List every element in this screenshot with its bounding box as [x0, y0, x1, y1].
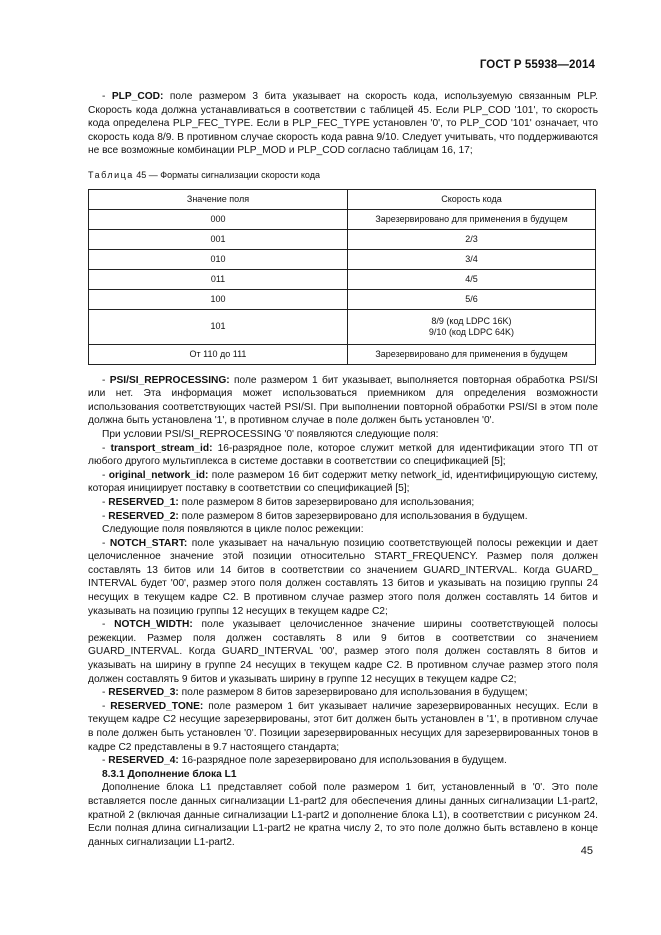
field-description: поле размером 16 бит содержит метку network_id, идентифицирующую систему, которая инициирует поставку в соответствии со спецификацией [5]; [88, 469, 598, 495]
table-caption [88, 169, 598, 183]
field-description: поле размером 1 бит указывает, выполняется повторная обработка PSI/SI или нет. Эта информация может использоваться приемником для определения возможности использования соответствующих частей PSI/SI. При выполнении повторной обработки PSI/SI в этом поле должна быть установлена '1', в противном случае в поле должен быть установлен '0'. [88, 374, 598, 427]
field-term: RESERVED_3: [108, 687, 179, 699]
cell-field-value: 001 [89, 229, 348, 249]
dash: - [102, 91, 112, 102]
field-term: NOTCH_START: [109, 537, 188, 549]
table-row [89, 309, 596, 344]
paragraph-psi-si-reprocessing [88, 374, 598, 428]
dash: - [102, 496, 109, 508]
field-term: PLP_COD: [111, 91, 164, 102]
cell-field-value: 101 [89, 309, 348, 344]
table-row [89, 229, 596, 249]
cell-field-value: 010 [89, 249, 348, 269]
page-content [88, 90, 598, 849]
field-term: PSI/SI_REPROCESSING: [109, 374, 230, 386]
cell-code-rate: 3/4 [348, 249, 596, 269]
field-description: поле размером 8 битов зарезервировано для использования в будущем; [178, 687, 528, 699]
paragraph-condition: При условии PSI/SI_REPROCESSING '0' появляются следующие поля: [102, 428, 439, 440]
cell-code-rate [348, 309, 596, 344]
dash: - [102, 510, 109, 522]
cell-code-rate: 2/3 [348, 229, 596, 249]
paragraph-reserved-tone [88, 700, 598, 754]
table-row [89, 269, 596, 289]
column-header-field-value: Значение поля [89, 189, 348, 209]
cell-code-rate: 5/6 [348, 289, 596, 309]
cell-code-rate: Зарезервировано для применения в будущем [348, 344, 596, 364]
paragraph-transport-stream-id [88, 442, 598, 469]
field-term: transport_stream_id: [110, 442, 213, 454]
dash: - [102, 619, 115, 631]
paragraph-notch-loop: Следующие поля появляются в цикле полос режекции: [102, 524, 364, 536]
document-id-header: ГОСТ Р 55938—2014 [479, 59, 595, 71]
dash: - [102, 700, 111, 712]
paragraph-original-network-id [88, 469, 598, 496]
dash: - [102, 537, 110, 549]
paragraph-notch-width [88, 618, 598, 686]
field-description: поле размером 1 бит указывает наличие зарезервированных несущих. Если в текущем кадре С2 несущие зарезервированы, этот бит должен быть установлен в '1', в противном случае в поле должен быть установлен '0'. Позиции зарезервированных несущих для зарезервированных тонов в кадре С2 представлены в 9.7 настоящего стандарта; [88, 700, 598, 753]
table-header-row [89, 189, 596, 209]
table-row [89, 344, 596, 364]
dash: - [102, 469, 109, 481]
field-term: RESERVED_TONE: [110, 700, 204, 712]
code-rate-table [88, 189, 596, 365]
cell-field-value: От 110 до 111 [89, 344, 348, 364]
code-rate-line-2: 9/10 (код LDPC 64K) [428, 326, 515, 337]
table-caption-label: Таблица [88, 169, 134, 180]
dash: - [102, 687, 109, 699]
field-term: RESERVED_2: [108, 510, 179, 522]
field-term: original_network_id: [108, 469, 209, 481]
field-description: поле размером 3 бита указывает на скорость кода, используемую связанным PLP. Скорость кода должна устанавливаться в соответствии с таблицей 45. Если PLP_COD '101', то скорость кода определена PLP_FEC_TYPE. Если в PLP_FEC_TYPE установлен '0', то PLP_COD '101' означает, что скорость кода 8/9. В противном случае скорость кода равна 9/10. Следует учитывать, что поддерживаются не все возможные комбинации PLP_MOD и PLP_COD согласно таблицам 16, 17; [88, 91, 598, 157]
cell-field-value: 011 [89, 269, 348, 289]
field-term: NOTCH_WIDTH: [114, 619, 193, 631]
page-number: 45 [580, 845, 593, 857]
section-heading: 8.3.1 Дополнение блока L1 [102, 768, 237, 780]
paragraph-plp-cod [88, 90, 598, 158]
cell-field-value: 100 [89, 289, 348, 309]
paragraph-notch-start [88, 537, 598, 619]
field-description: 16-разрядное поле, которое служит меткой для идентификации этого ТП от любого другого мультиплекса в системе доставки в соответствии со спецификацией [5]; [88, 442, 598, 468]
table-row [89, 249, 596, 269]
dash: - [102, 755, 109, 767]
field-description: поле указывает целочисленное значение ширины соответствующей полосы режекции. Размер поля должен составлять 8 или 9 битов в соответствии со значением GUARD_INTERVAL. Когда GUARD_INTERVAL '00', размер этого поля должен составлять 8 битов и указывать на ширину в группе 24 несущих в текущем кадре С2. В противном случае размер этого поля должен составлять 9 битов и указывать ширину в группе 12 несущих в текущем кадре С2; [88, 619, 598, 685]
field-term: RESERVED_1: [108, 496, 179, 508]
dash: - [102, 442, 111, 454]
cell-code-rate: Зарезервировано для применения в будущем [348, 209, 596, 229]
column-header-code-rate: Скорость кода [348, 189, 596, 209]
dash: - [102, 374, 110, 386]
field-description: поле размером 8 битов зарезервировано для использования в будущем. [178, 510, 528, 522]
paragraph-l1-padding: Дополнение блока L1 представляет собой поле размером 1 бит, установленный в '0'. Это поле вставляется после данных сигнализации L1-part2 для обеспечения длины данных сигнализации L1-part2, кратной 2 (включая данные сигнализации L1-part2 и дополнение блока L1), в соответствии с рисунком 24. Если полная длина сигнализации L1-part2 не кратна числу 2, то это поле должно быть вставлено в конце данных сигнализации L1-part2. [88, 782, 598, 848]
paragraph-reserved-4 [88, 754, 598, 768]
code-rate-line-1: 8/9 (код LDPC 16K) [431, 315, 512, 326]
field-term: RESERVED_4: [108, 755, 179, 767]
field-description: поле размером 8 битов зарезервировано для использования; [178, 496, 475, 508]
paragraph-reserved-1 [88, 496, 598, 510]
cell-field-value: 000 [89, 209, 348, 229]
cell-code-rate: 4/5 [348, 269, 596, 289]
field-description: 16-разрядное поле зарезервировано для использования в будущем. [178, 755, 507, 767]
paragraph-reserved-2 [88, 510, 598, 524]
table-row [89, 289, 596, 309]
paragraph-reserved-3 [88, 686, 598, 700]
table-caption-title: 45 — Форматы сигнализации скорости кода [133, 169, 320, 180]
field-description: поле указывает на начальную позицию соответствующей полосы режекции и дает целочисленное значение этой позиции относительно START_FREQUENCY. Размер поля должен составлять 13 битов или 14 битов в соответствии со значением GUARD_INTERVAL. Когда GUARD_ INTERVAL будет '00', размер этого поля должен составлять 13 битов и указывать на позицию группы 24 несущих в текущем кадре С2. В противном случае размер этого поля должен составлять 14 битов и указывать на позицию группы 12 несущих в текущем кадре С2; [88, 537, 598, 617]
table-row [89, 209, 596, 229]
